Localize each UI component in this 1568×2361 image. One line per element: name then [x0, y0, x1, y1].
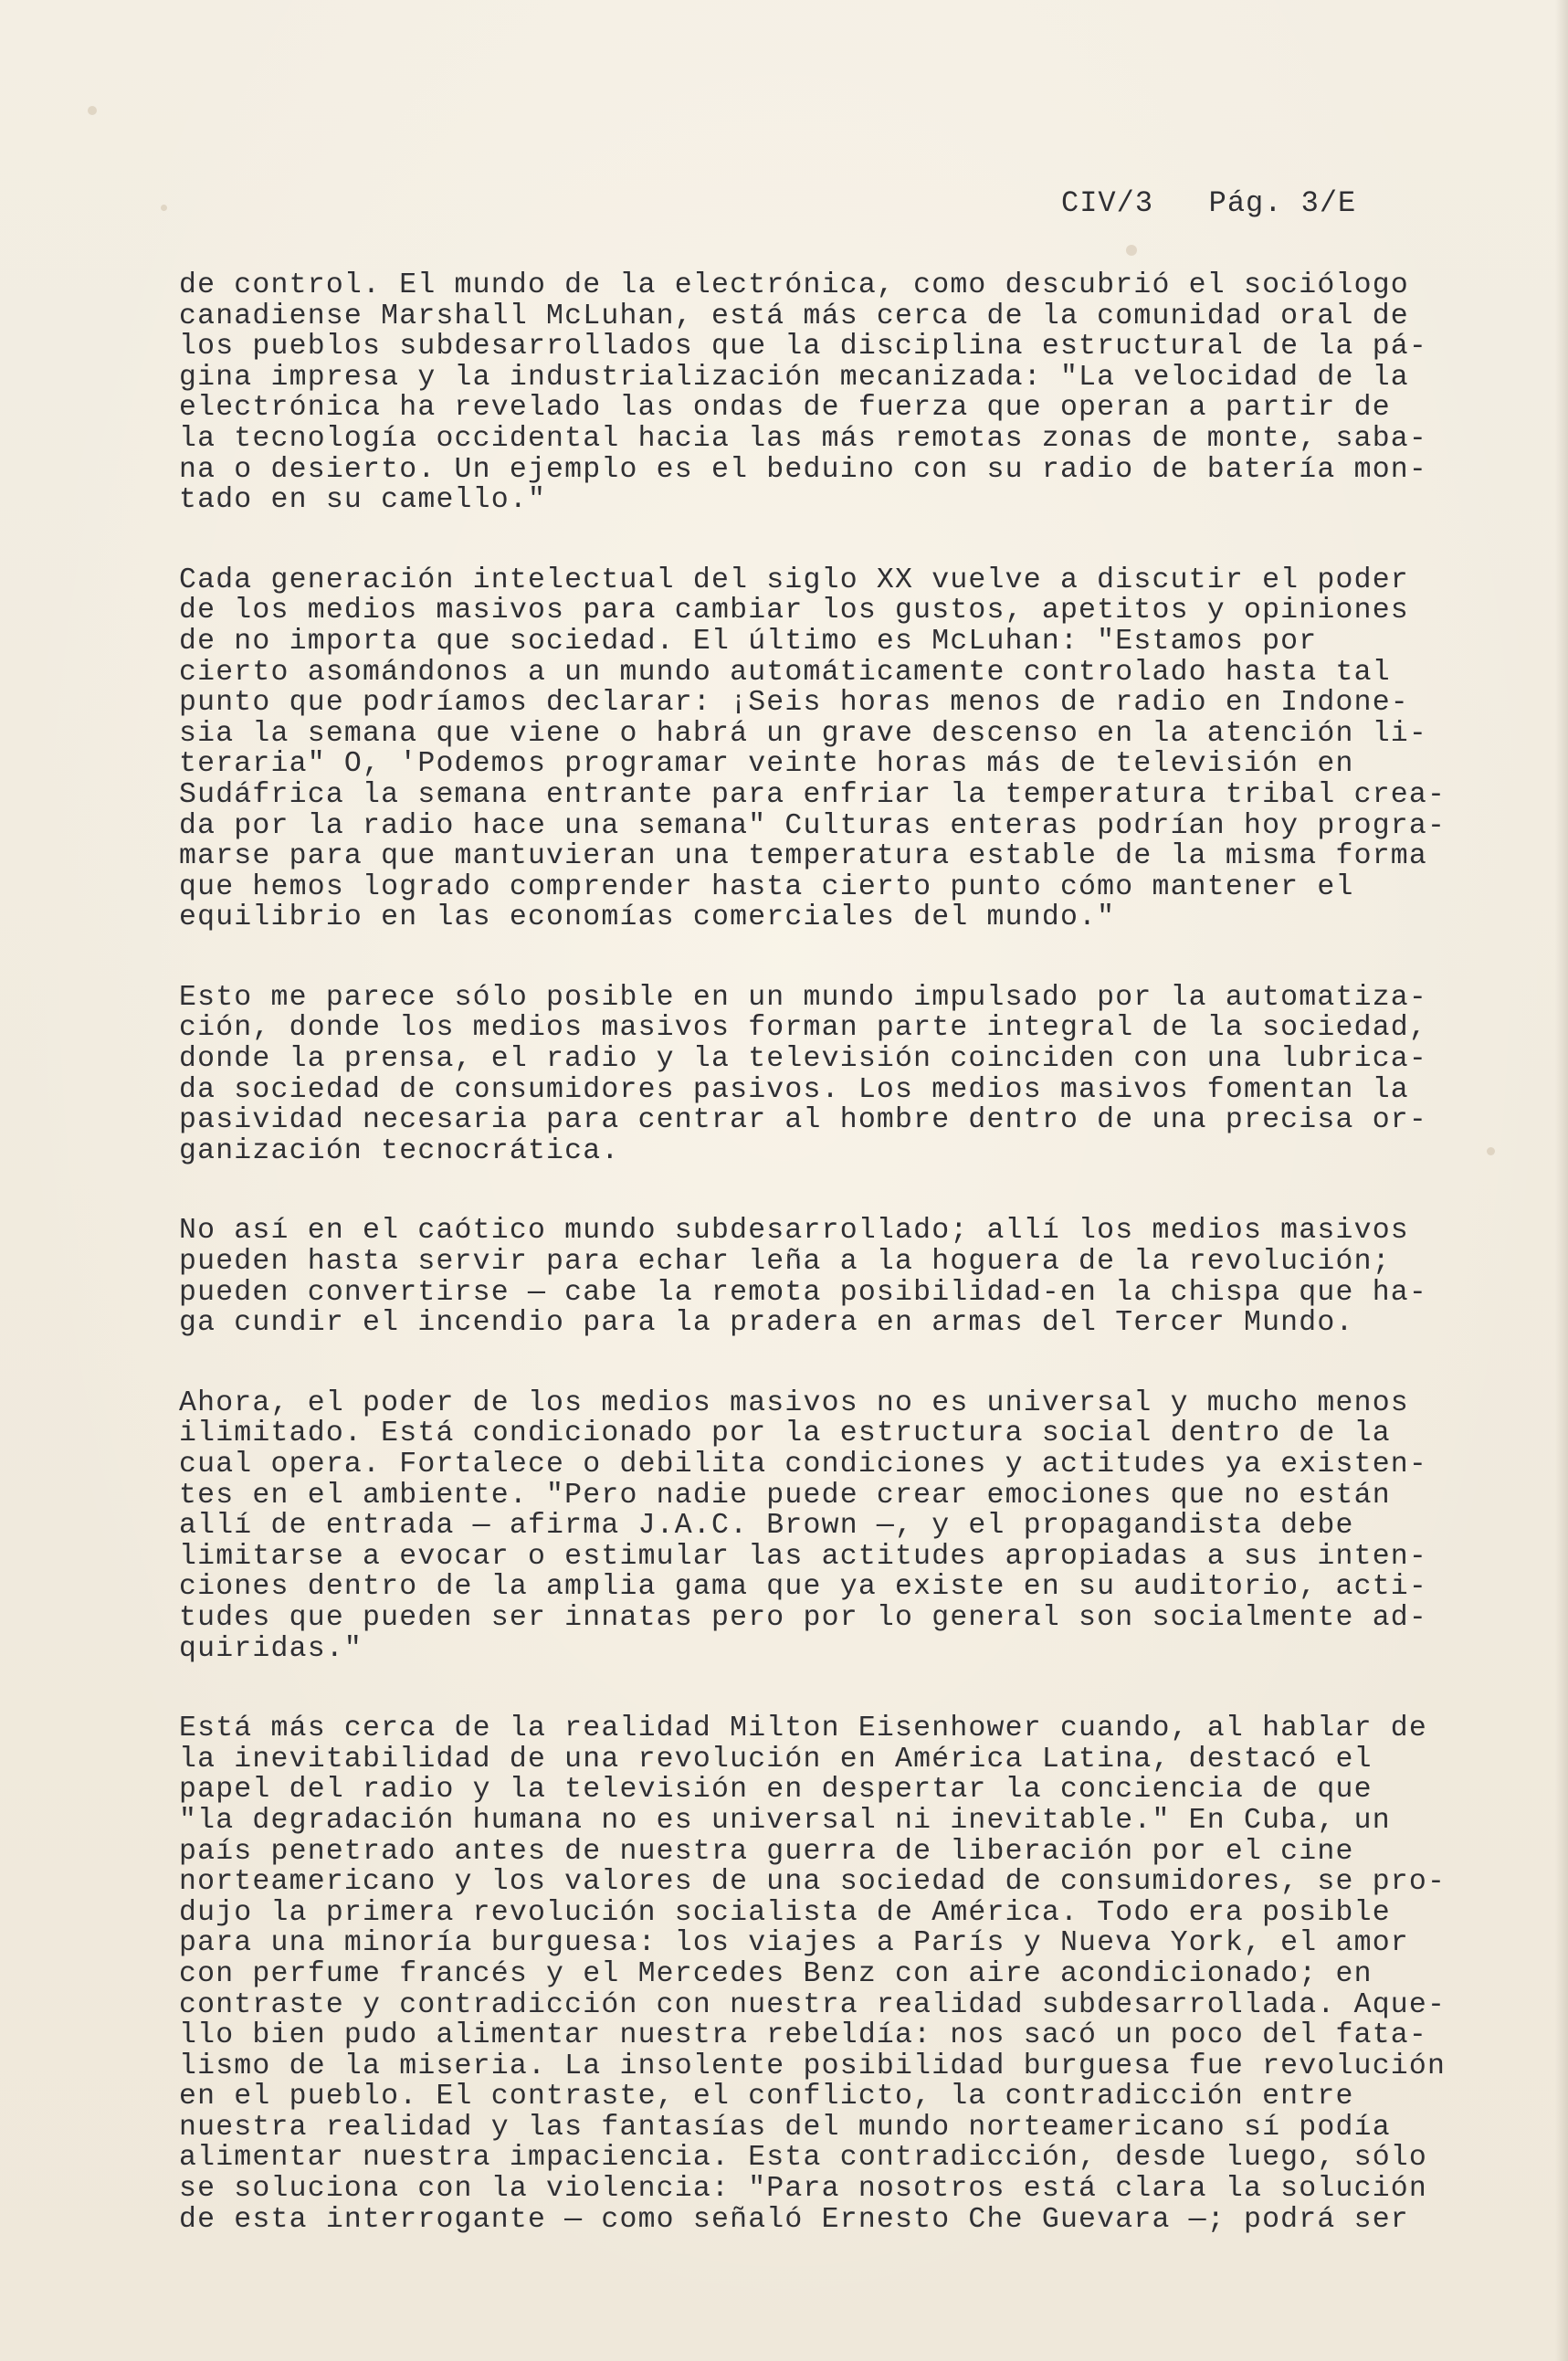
text-line: los pueblos subdesarrollados que la disciplina estructural de la pá- — [179, 331, 1428, 364]
text-line: de control. El mundo de la electrónica, como descubrió el sociólogo — [179, 269, 1409, 301]
text-line: dujo la primera revolución socialista de América. Todo era posible — [179, 1896, 1391, 1929]
text-line: da por la radio hace una semana" Culturas enteras podrían hoy progra- — [179, 809, 1447, 842]
paragraph — [179, 1216, 1494, 1338]
text-line: sia la semana que viene o habrá un grave descenso en la atención li- — [179, 717, 1428, 750]
page-reference-header — [1061, 186, 1356, 220]
text-line: ilimitado. Está condicionado por la estructura social dentro de la — [179, 1418, 1391, 1450]
text-line: pueden convertirse — cabe la remota posibilidad-en la chispa que ha- — [179, 1276, 1428, 1309]
text-line: na o desierto. Un ejemplo es el beduino con su radio de batería mon- — [179, 453, 1428, 486]
text-line: nuestra realidad y las fantasías del mundo norteamericano sí podía — [179, 2111, 1391, 2144]
text-line: cual opera. Fortalece o debilita condiciones y actitudes ya existen- — [179, 1449, 1428, 1481]
text-line: electrónica ha revelado las ondas de fuerza que operan a partir de — [179, 392, 1391, 425]
document-ref: CIV/3 — [1061, 186, 1154, 220]
text-line: tudes que pueden ser innatas pero por lo general son socialmente ad- — [179, 1601, 1428, 1634]
text-line: donde la prensa, el radio y la televisión coinciden con una lubrica- — [179, 1043, 1428, 1076]
text-line: pasividad necesaria para centrar al hombre dentro de una precisa or- — [179, 1104, 1428, 1137]
text-line: tes en el ambiente. "Pero nadie puede crear emociones que no están — [179, 1479, 1391, 1512]
document-body — [179, 270, 1494, 2284]
paragraph — [179, 565, 1494, 933]
text-line: en el pueblo. El contraste, el conflicto, la contradicción entre — [179, 2081, 1354, 2113]
text-line: ga cundir el incendio para la pradera en armas del Tercer Mundo. — [179, 1307, 1354, 1340]
text-line: da sociedad de consumidores pasivos. Los medios masivos fomentan la — [179, 1073, 1409, 1106]
text-line: cierto asomándonos a un mundo automáticamente controlado hasta tal — [179, 656, 1391, 689]
paragraph — [179, 1388, 1494, 1664]
text-line: No así en el caótico mundo subdesarrollado; allí los medios masivos — [179, 1215, 1409, 1248]
text-line: ganización tecnocrática. — [179, 1134, 620, 1167]
text-line: marse para que mantuvieran una temperatura estable de la misma forma — [179, 840, 1428, 873]
text-line: norteamericano y los valores de una sociedad de consumidores, se pro- — [179, 1866, 1447, 1899]
text-line: llo bien pudo alimentar nuestra rebeldía: nos sacó un poco del fata- — [179, 2019, 1428, 2052]
text-line: Sudáfrica la semana entrante para enfriar la temperatura tribal crea- — [179, 778, 1447, 811]
text-line: Cada generación intelectual del siglo XX vuelve a discutir el poder — [179, 564, 1409, 596]
text-line: que hemos logrado comprender hasta cierto punto cómo mantener el — [179, 870, 1354, 903]
text-line: tado en su camello." — [179, 484, 547, 517]
paper-edge-shadow — [1555, 0, 1568, 2361]
paper-stain — [88, 106, 97, 115]
text-line: la tecnología occidental hacia las más remotas zonas de monte, saba- — [179, 422, 1428, 455]
paragraph — [179, 270, 1494, 516]
page-number: Pág. 3/E — [1208, 186, 1357, 220]
text-line: Ahora, el poder de los medios masivos no es universal y mucho menos — [179, 1386, 1409, 1419]
text-line: de esta interrogante — como señaló Ernesto Che Guevara —; podrá ser — [179, 2203, 1409, 2236]
text-line: de los medios masivos para cambiar los gustos, apetitos y opiniones — [179, 595, 1409, 627]
text-line: limitarse a evocar o estimular las actitudes apropiadas a sus inten- — [179, 1540, 1428, 1573]
text-line: con perfume francés y el Mercedes Benz con aire acondicionado; en — [179, 1957, 1373, 1990]
text-line: gina impresa y la industrialización mecanizada: "La velocidad de la — [179, 361, 1409, 394]
text-line: de no importa que sociedad. El último es McLuhan: "Estamos por — [179, 625, 1318, 658]
text-line: se soluciona con la violencia: "Para nosotros está clara la solución — [179, 2173, 1428, 2206]
text-line: Está más cerca de la realidad Milton Eisenhower cuando, al hablar de — [179, 1713, 1428, 1745]
text-line: pueden hasta servir para echar leña a la hoguera de la revolución; — [179, 1246, 1391, 1279]
text-line: Esto me parece sólo posible en un mundo impulsado por la automatiza- — [179, 981, 1428, 1014]
text-line: la inevitabilidad de una revolución en América Latina, destacó el — [179, 1743, 1373, 1776]
paragraph — [179, 983, 1494, 1167]
paper-stain — [1126, 245, 1137, 256]
text-line: equilibrio en las economías comerciales del mundo." — [179, 901, 1116, 934]
text-line: alimentar nuestra impaciencia. Esta contradicción, desde luego, sólo — [179, 2142, 1428, 2175]
text-line: canadiense Marshall McLuhan, está más cerca de la comunidad oral de — [179, 300, 1409, 332]
text-line: país penetrado antes de nuestra guerra de liberación por el cine — [179, 1835, 1354, 1868]
text-line: para una minoría burguesa: los viajes a París y Nueva York, el amor — [179, 1927, 1409, 1960]
text-line: "la degradación humana no es universal ni inevitable." En Cuba, un — [179, 1804, 1391, 1837]
text-line: ción, donde los medios masivos forman parte integral de la sociedad, — [179, 1012, 1428, 1045]
paper-stain — [161, 205, 167, 211]
text-line: allí de entrada — afirma J.A.C. Brown —, y el propagandista debe — [179, 1510, 1354, 1543]
text-line: papel del radio y la televisión en despertar la conciencia de que — [179, 1774, 1373, 1807]
text-line: lismo de la miseria. La insolente posibilidad burguesa fue revolución — [179, 2050, 1447, 2082]
text-line: teraria" O, 'Podemos programar veinte horas más de televisión en — [179, 748, 1354, 781]
text-line: punto que podríamos declarar: ¡Seis horas menos de radio en Indone- — [179, 687, 1409, 720]
text-line: contraste y contradicción con nuestra realidad subdesarrollada. Aque- — [179, 1988, 1447, 2021]
text-line: ciones dentro de la amplia gama que ya existe en su auditorio, acti- — [179, 1571, 1428, 1604]
text-line: quiridas." — [179, 1632, 363, 1665]
paragraph — [179, 1713, 1494, 2235]
